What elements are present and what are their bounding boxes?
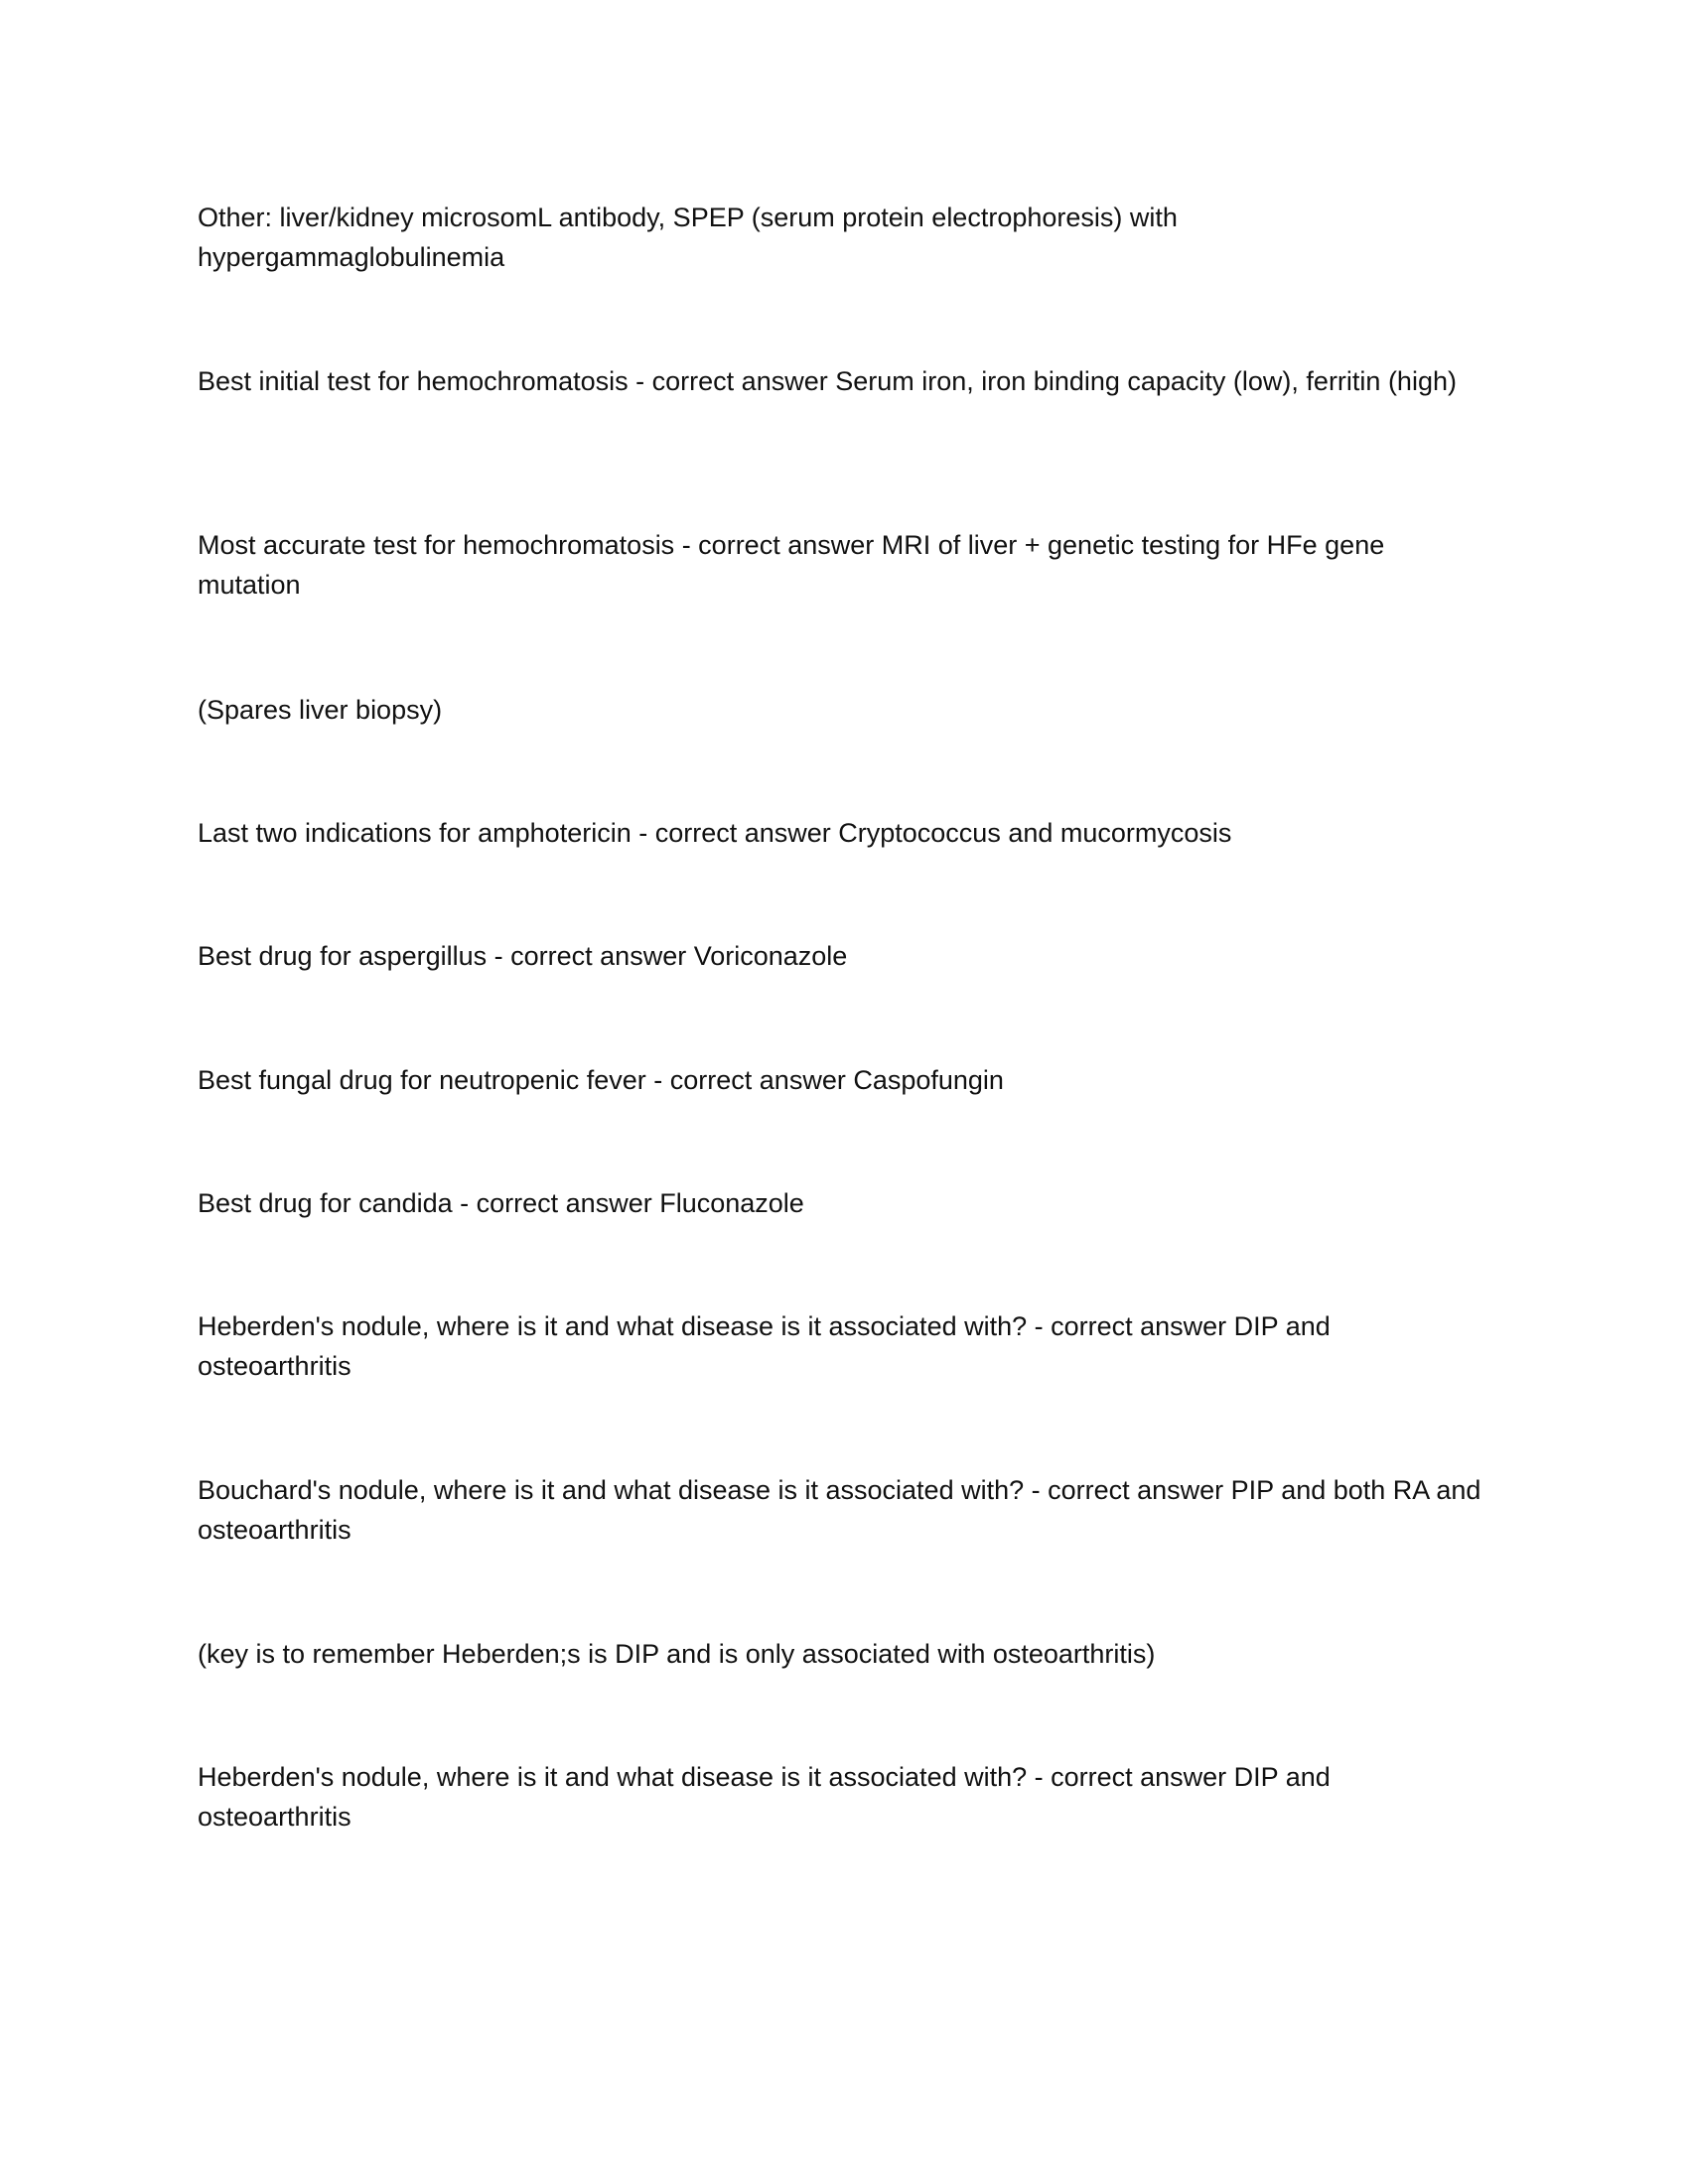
- entry-hemochromatosis-accurate-test: Most accurate test for hemochromatosis - correct answer MRI of liver + genetic testing for HFe gene mutation: [198, 530, 1385, 600]
- entry-bouchards-nodule: Bouchard's nodule, where is it and what disease is it associated with? - correct answer PIP and both RA and osteoarthritis: [198, 1475, 1481, 1545]
- entry-heberdens-nodule-repeat: Heberden's nodule, where is it and what disease is it associated with? - correct answer DIP and osteoarthritis: [198, 1762, 1331, 1832]
- entry-aspergillus-drug: Best drug for aspergillus - correct answer Voriconazole: [198, 941, 848, 971]
- entry-neutropenic-fever-drug: Best fungal drug for neutropenic fever - correct answer Caspofungin: [198, 1065, 1004, 1095]
- entry-amphotericin-indications: Last two indications for amphotericin - correct answer Cryptococcus and mucormycosis: [198, 818, 1232, 848]
- entry-heberdens-nodule: Heberden's nodule, where is it and what disease is it associated with? - correct answer DIP and osteoarthritis: [198, 1311, 1331, 1381]
- entry-autoimmune-hepatitis-other-tests: Other: liver/kidney microsomL antibody, SPEP (serum protein electrophoresis) with hypergammaglobulinemia: [198, 203, 1178, 272]
- entry-spares-liver-biopsy-note: (Spares liver biopsy): [198, 695, 443, 725]
- entry-hemochromatosis-initial-test: Best initial test for hemochromatosis - correct answer Serum iron, iron binding capacity (low), ferritin (high): [198, 366, 1457, 396]
- entry-heberdens-key-note: (key is to remember Heberden;s is DIP and is only associated with osteoarthritis): [198, 1639, 1156, 1669]
- entry-candida-drug: Best drug for candida - correct answer Fluconazole: [198, 1188, 804, 1218]
